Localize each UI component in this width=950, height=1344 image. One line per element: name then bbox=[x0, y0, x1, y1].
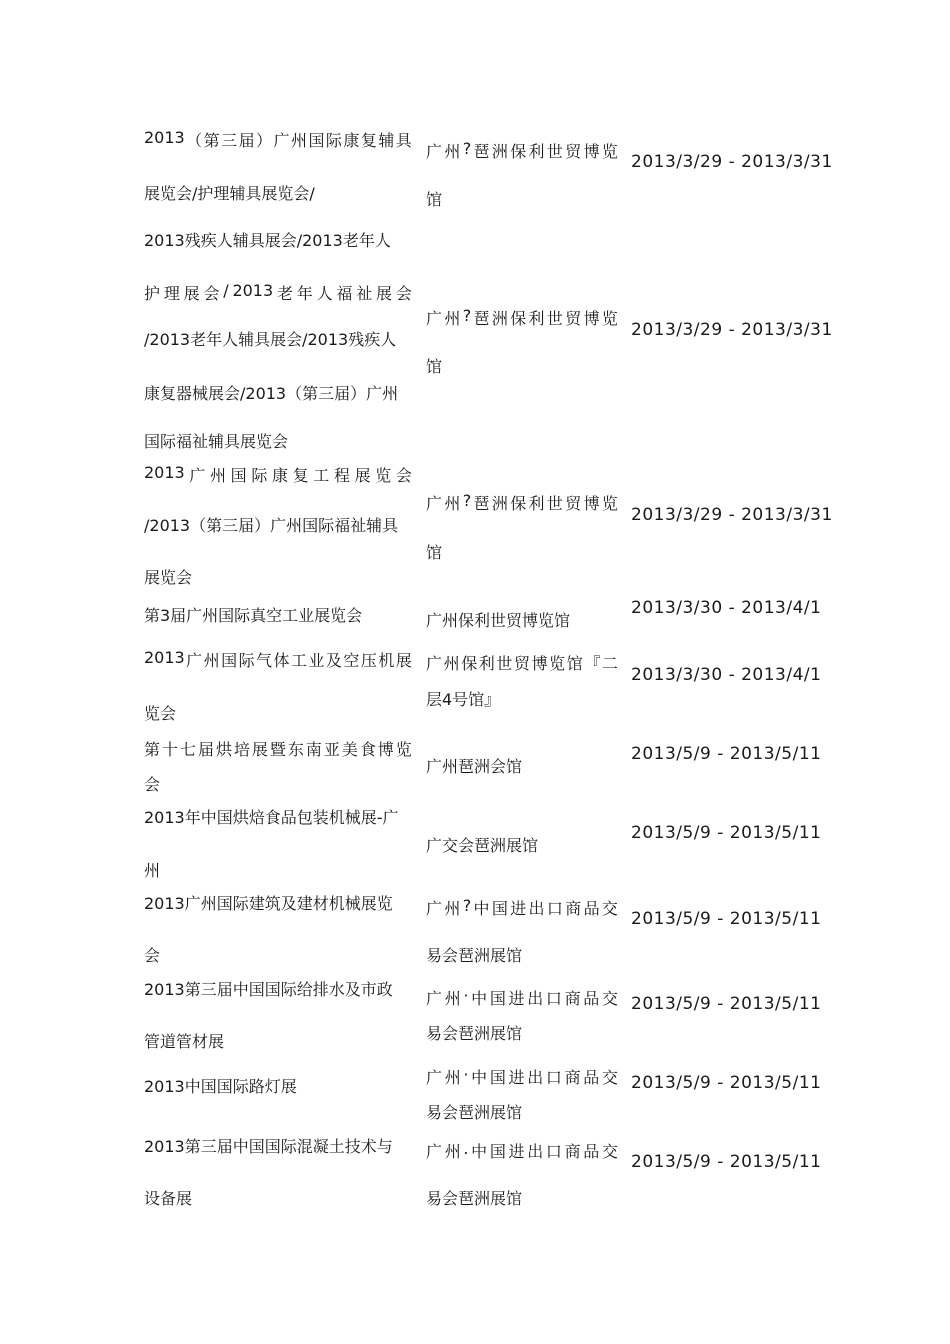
name-line: 会 bbox=[144, 775, 161, 794]
venue-line: 广 州 保 利 世 贸 博 览 馆 『 二 bbox=[426, 654, 618, 673]
venue-line: 易会琶洲展馆 bbox=[426, 946, 523, 965]
venue-line: 易会琶洲展馆 bbox=[426, 1189, 523, 1208]
exhibition-dates: 2013/3/29 - 2013/3/31 bbox=[631, 152, 833, 172]
name-line: /2013老年人辅具展会/2013残疾人 bbox=[144, 330, 397, 349]
venue-line: 馆 bbox=[426, 357, 443, 376]
exhibition-dates: 2013/3/30 - 2013/4/1 bbox=[631, 598, 822, 618]
exhibition-dates: 2013/3/29 - 2013/3/31 bbox=[631, 320, 833, 340]
exhibition-dates: 2013/3/30 - 2013/4/1 bbox=[631, 665, 822, 685]
exhibition-dates: 2013/5/9 - 2013/5/11 bbox=[631, 823, 822, 843]
venue-line: 广 州 ? 琶 洲 保 利 世 贸 博 览 bbox=[426, 491, 618, 513]
venue-line: 广州保利世贸博览馆 bbox=[426, 611, 571, 630]
name-line: 第3届广州国际真空工业展览会 bbox=[144, 606, 363, 625]
name-line: 2013 广 州 国 际 气 体 工 业 及 空 压 机 展 bbox=[144, 648, 412, 670]
name-line: 展览会 bbox=[144, 568, 193, 587]
name-line: 康复器械展会/2013（第三届）广州 bbox=[144, 384, 399, 403]
name-line: 2013残疾人辅具展会/2013老年人 bbox=[144, 231, 391, 250]
name-line: /2013（第三届）广州国际福祉辅具 bbox=[144, 516, 399, 535]
name-line: 展览会/护理辅具展览会/ bbox=[144, 184, 315, 203]
venue-line: 广 州 ? 中 国 进 出 口 商 品 交 bbox=[426, 896, 618, 918]
exhibition-dates: 2013/5/9 - 2013/5/11 bbox=[631, 1152, 822, 1172]
name-line: 第 十 七 届 烘 培 展 暨 东 南 亚 美 食 博 览 bbox=[144, 740, 412, 759]
name-line: 2013广州国际建筑及建材机械展览 bbox=[144, 894, 393, 913]
name-line: 2013 （ 第 三 届 ） 广 州 国 际 康 复 辅 具 bbox=[144, 128, 412, 150]
name-line: 2013中国国际路灯展 bbox=[144, 1077, 297, 1096]
venue-line: 广交会琶洲展馆 bbox=[426, 836, 539, 855]
name-line: 2013年中国烘焙食品包装机械展-广 bbox=[144, 808, 399, 827]
name-line: 2013 广 州 国 际 康 复 工 程 展 览 会 bbox=[144, 463, 412, 485]
venue-line: 广 州 ? 琶 洲 保 利 世 贸 博 览 bbox=[426, 306, 618, 328]
exhibition-dates: 2013/5/9 - 2013/5/11 bbox=[631, 909, 822, 929]
venue-line: 广 州 · 中 国 进 出 口 商 品 交 bbox=[426, 1065, 618, 1087]
name-line: 护 理 展 会 / 2013 老 年 人 福 祉 展 会 bbox=[144, 281, 412, 303]
name-line: 览会 bbox=[144, 704, 177, 723]
venue-line: 广 州 ? 琶 洲 保 利 世 贸 博 览 bbox=[426, 139, 618, 161]
venue-line: 馆 bbox=[426, 543, 443, 562]
name-line: 国际福祉辅具展览会 bbox=[144, 432, 289, 451]
exhibition-dates: 2013/5/9 - 2013/5/11 bbox=[631, 744, 822, 764]
venue-line: 广 州 . 中 国 进 出 口 商 品 交 bbox=[426, 1139, 618, 1161]
exhibition-dates: 2013/5/9 - 2013/5/11 bbox=[631, 994, 822, 1014]
exhibition-dates: 2013/3/29 - 2013/3/31 bbox=[631, 505, 833, 525]
name-line: 2013第三届中国国际混凝土技术与 bbox=[144, 1137, 393, 1156]
venue-line: 广州琶洲会馆 bbox=[426, 757, 523, 776]
exhibition-dates: 2013/5/9 - 2013/5/11 bbox=[631, 1073, 822, 1093]
name-line: 设备展 bbox=[144, 1189, 193, 1208]
name-line: 州 bbox=[144, 861, 161, 880]
venue-line: 易会琶洲展馆 bbox=[426, 1103, 523, 1122]
name-line: 会 bbox=[144, 946, 161, 965]
venue-line: 易会琶洲展馆 bbox=[426, 1024, 523, 1043]
name-line: 管道管材展 bbox=[144, 1032, 225, 1051]
venue-line: 广 州 · 中 国 进 出 口 商 品 交 bbox=[426, 986, 618, 1008]
venue-line: 馆 bbox=[426, 190, 443, 209]
name-line: 2013第三届中国国际给排水及市政 bbox=[144, 980, 393, 999]
venue-line: 层4号馆』 bbox=[426, 690, 501, 709]
